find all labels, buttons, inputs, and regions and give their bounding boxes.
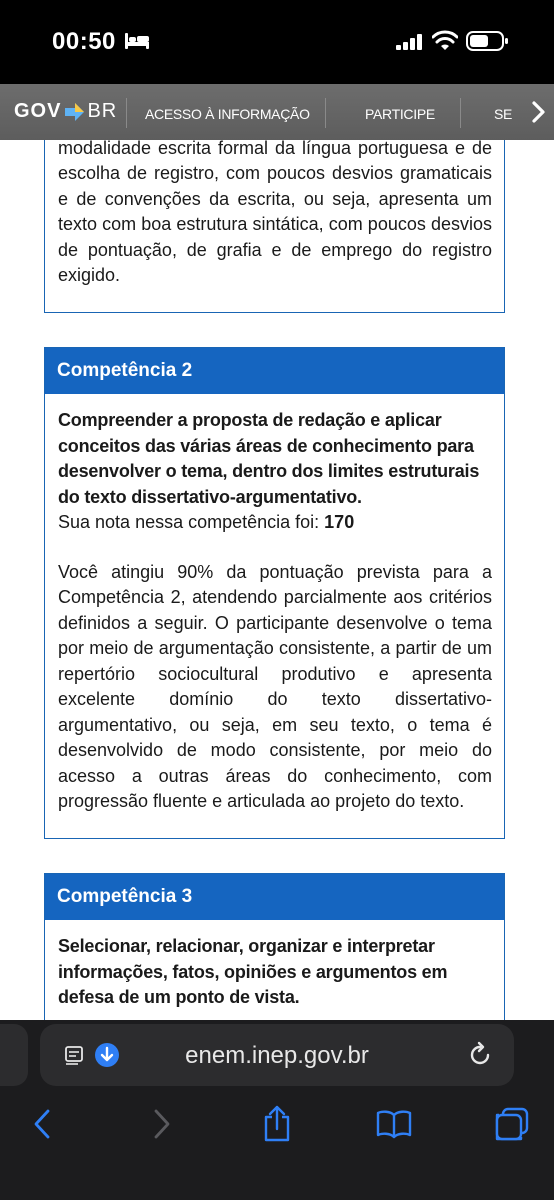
competencia-1-card — [44, 140, 505, 313]
competencia-3-title: Selecionar, relacionar, organizar e interpretar informações, fatos, opiniões e argumentos em defesa de um ponto de vista. — [58, 936, 448, 1007]
chevron-right-icon[interactable] — [530, 100, 546, 124]
competencia-2-card — [44, 347, 505, 839]
back-button[interactable] — [18, 1100, 66, 1148]
url-text[interactable]: enem.inep.gov.br — [185, 1042, 369, 1069]
score-label: Sua nota nessa competência foi: — [58, 512, 325, 532]
browser-bottom-bar — [0, 1020, 554, 1200]
nav-divider — [126, 98, 127, 128]
page-content — [0, 140, 554, 1020]
competencia-2-description: Você atingiu 90% da pontuação prevista para a Competência 2, atendendo parcialmente aos critérios definidos a seguir. O participante desenvolve o tema por meio de argumentação consistente, a partir de um repertório sociocultural produtivo e apresenta excelente domínio do texto dissertativo-argumentativo, ou seja, em seu texto, o tema é desenvolvido de modo consistente, por meio do acesso a outras áreas do conhecimento, com progressão fluente e articulada ao projeto do texto. — [58, 561, 492, 811]
competencia-3-header: Competência 3 — [45, 874, 504, 920]
tabs-button[interactable] — [488, 1100, 536, 1148]
competencia-2-score — [58, 510, 492, 536]
share-icon — [261, 1105, 293, 1143]
nav-se[interactable]: SE — [494, 106, 513, 122]
wifi-icon — [432, 30, 458, 52]
tabs-icon — [495, 1107, 529, 1141]
battery-icon — [466, 30, 510, 52]
nav-participe[interactable]: PARTICIPE — [365, 106, 435, 122]
share-button[interactable] — [253, 1100, 301, 1148]
competencia-1-text: modalidade escrita formal da língua portuguesa e de escolha de registro, com poucos desvios gramaticais e de convenções da escrita, ou seja, apresenta um texto com boa estrutura sintática, com poucos desvios de pontuação, de grafia e de emprego do registro exigido. — [58, 140, 492, 285]
previous-tab-preview[interactable] — [0, 1024, 28, 1086]
arrow-logo-icon — [63, 102, 85, 122]
nav-divider — [460, 98, 461, 128]
score-value: 170 — [324, 512, 355, 532]
bed-icon — [124, 32, 150, 50]
competencia-3-card — [44, 873, 505, 1020]
browser-toolbar — [0, 1100, 554, 1160]
gov-br-logo[interactable] — [14, 100, 117, 123]
address-bar[interactable] — [40, 1024, 514, 1086]
signal-icon — [396, 34, 424, 50]
competencia-2-header: Competência 2 — [45, 348, 504, 394]
gov-header — [0, 84, 554, 140]
bookmarks-button[interactable] — [370, 1100, 418, 1148]
status-time: 00:50 — [52, 28, 116, 55]
reload-icon[interactable] — [466, 1041, 494, 1069]
forward-button[interactable] — [138, 1100, 186, 1148]
status-bar — [0, 0, 554, 84]
competencia-2-title: Compreender a proposta de redação e aplicar conceitos das várias áreas de conhecimento para desenvolver o tema, dentro dos limites estruturais do texto dissertativo-argumentativo. — [58, 410, 480, 507]
chevron-left-icon — [32, 1108, 52, 1140]
logo-gov-text: GOV — [14, 100, 62, 122]
logo-br-text: BR — [87, 100, 118, 122]
chevron-right-icon — [152, 1108, 172, 1140]
nav-divider — [325, 98, 326, 128]
book-icon — [376, 1109, 412, 1139]
nav-acesso-informacao[interactable]: ACESSO À INFORMAÇÃO — [145, 106, 310, 122]
